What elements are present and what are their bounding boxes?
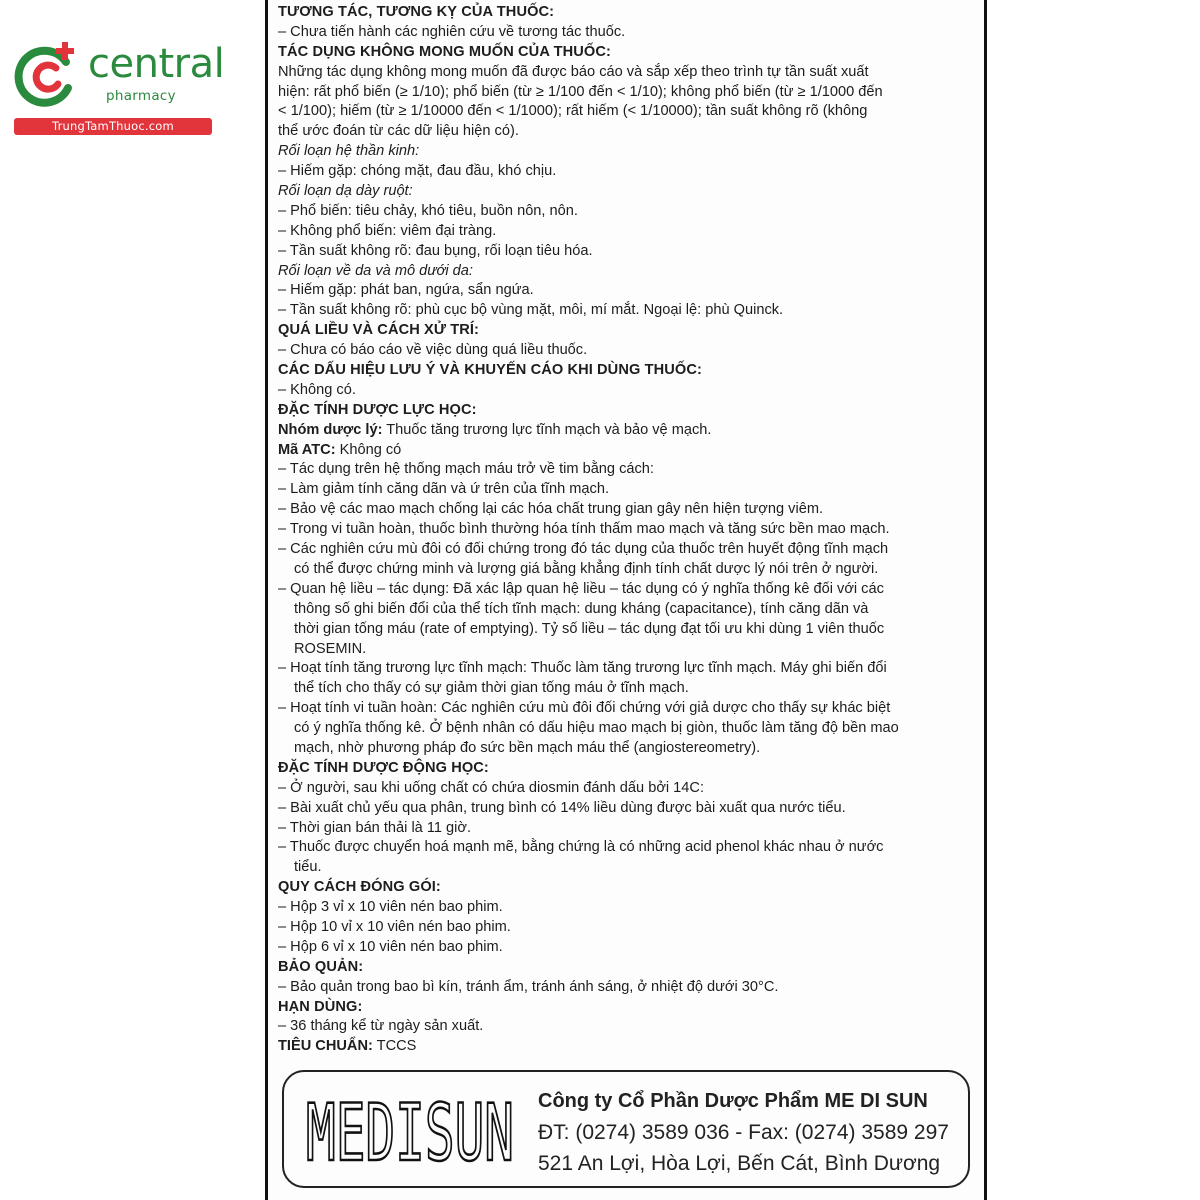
text-line: – Các nghiên cứu mù đôi có đối chứng trong đó tác dụng của thuốc trên huyết động tĩnh mạch [278, 541, 889, 558]
labeled-line [278, 1037, 978, 1057]
text-line: – Tần suất không rõ: đau bụng, rối loạn tiêu hóa. [278, 242, 593, 259]
text-line: – Tần suất không rõ: phù cục bộ vùng mặt, môi, mí mắt. Ngoại lệ: phù Quinck. [278, 302, 784, 319]
text-line: – Tác dụng trên hệ thống mạch máu trở về tim bằng cách: [278, 461, 654, 478]
section-heading: QUY CÁCH ĐÓNG GÓI: [278, 879, 441, 896]
text-line: mạch, nhờ phương pháp đo sức bền mạch máu thể (angiostereometry). [294, 739, 761, 756]
text-line: – Chưa có báo cáo về việc dùng quá liều thuốc. [278, 342, 588, 359]
text-line: thể tích cho thấy có sự giảm thời gian tống máu ở tĩnh mạch. [294, 680, 689, 697]
line-value: Không có [335, 441, 402, 458]
text-line: có thể được chứng minh và lượng giá bằng khẳng định tính chất dược lý nói trên ở người. [294, 560, 879, 577]
text-line: – Phổ biến: tiêu chảy, khó tiêu, buồn nôn, nôn. [278, 202, 578, 219]
company-box [282, 1070, 970, 1188]
section-heading: HẠN DÙNG: [278, 998, 363, 1015]
text-line: Những tác dụng không mong muốn đã được báo cáo và sắp xếp theo trình tự tần suất xuất [278, 63, 869, 80]
text-line: thời gian tống máu (rate of emptying). Tỷ số liều – tác dụng đạt tối ưu khi dùng 1 viên thuốc [294, 620, 885, 637]
company-name: Công ty Cổ Phần Dược Phẩm ME DI SUN [538, 1090, 928, 1112]
leaflet-content [278, 3, 978, 1057]
text-line: – Trong vi tuần hoàn, thuốc bình thường hóa tính thấm mao mạch và tăng sức bền mao mạch. [278, 521, 890, 538]
text-line: – Hiếm gặp: chóng mặt, đau đầu, khó chịu. [278, 163, 557, 180]
text-line: có ý nghĩa thống kê. Ở bệnh nhân có dấu hiệu mao mạch bị giòn, thuốc làm tăng độ bền mao [294, 720, 899, 737]
text-line: – Làm giảm tính căng dãn và ứ trên của tĩnh mạch. [278, 481, 610, 498]
text-line: – Thời gian bán thải là 11 giờ. [278, 819, 472, 836]
brand-url: TrungTamThuoc.com [14, 118, 212, 135]
company-address: 521 An Lợi, Hòa Lợi, Bến Cát, Bình Dương [538, 1152, 941, 1175]
text-line: – Hộp 10 vỉ x 10 viên nén bao phim. [278, 918, 511, 935]
text-line: – Hộp 6 vỉ x 10 viên nén bao phim. [278, 938, 503, 955]
cut-off-line [268, 0, 984, 2]
text-line: – Quan hệ liều – tác dụng: Đã xác lập quan hệ liều – tác dụng có ý nghĩa thống kê đối với các [278, 580, 884, 597]
leaflet-sheet [265, 0, 987, 1200]
subsection-title: Rối loạn dạ dày ruột: [278, 183, 413, 200]
section-heading: TƯƠNG TÁC, TƯƠNG KỴ CỦA THUỐC: [278, 4, 555, 20]
line-label: Nhóm dược lý: [278, 421, 383, 438]
brand-name: central [88, 41, 225, 87]
text-line: hiện: rất phổ biến (≥ 1/10); phổ biến (từ ≥ 1/100 đến < 1/10); không phổ biến (từ ≥ 1/1000 đến [278, 83, 883, 100]
central-pharmacy-logo [10, 36, 225, 136]
subsection-title: Rối loạn về da và mô dưới da: [278, 262, 473, 279]
text-line: – Chưa tiến hành các nghiên cứu về tương tác thuốc. [278, 23, 626, 40]
section-heading: TÁC DỤNG KHÔNG MONG MUỐN CỦA THUỐC: [278, 43, 611, 60]
company-details [538, 1086, 949, 1179]
text-line: – Không có. [278, 381, 356, 398]
svg-text:MEDISUN: MEDISUN [306, 1089, 514, 1179]
line-label: TIÊU CHUẨN: [278, 1038, 373, 1055]
section-heading: QUÁ LIỀU VÀ CÁCH XỬ TRÍ: [278, 322, 479, 339]
section-heading: BẢO QUẢN: [278, 958, 364, 975]
pharmacy-cross-icon [12, 40, 82, 110]
text-line: – Bảo vệ các mao mạch chống lại các hóa chất trung gian gây nên hiện tượng viêm. [278, 501, 824, 518]
labeled-line [278, 421, 978, 441]
text-line: tiểu. [294, 859, 322, 876]
text-line: – Hiếm gặp: phát ban, ngứa, sẩn ngứa. [278, 282, 534, 299]
section-heading: CÁC DẤU HIỆU LƯU Ý VÀ KHUYẾN CÁO KHI DÙNG THUỐC: [278, 362, 702, 379]
text-line: – Bài xuất chủ yếu qua phân, trung bình có 14% liều dùng được bài xuất qua nước tiểu. [278, 799, 846, 816]
text-line: – 36 tháng kể từ ngày sản xuất. [278, 1018, 484, 1035]
labeled-line [278, 441, 978, 461]
medisun-logo [306, 1089, 516, 1179]
line-label: Mã ATC: [278, 441, 336, 458]
line-value: TCCS [372, 1038, 417, 1055]
text-line: – Thuốc được chuyển hoá mạnh mẽ, bằng chứng là có những acid phenol khác nhau ở nước [278, 839, 884, 856]
text-line: – Hoạt tính tăng trương lực tĩnh mạch: Thuốc làm tăng trương lực tĩnh mạch. Máy ghi biến đổi [278, 660, 887, 677]
section-heading: ĐẶC TÍNH DƯỢC ĐỘNG HỌC: [278, 759, 489, 776]
company-phone: ĐT: (0274) 3589 036 - Fax: (0274) 3589 297 [538, 1121, 949, 1144]
subsection-title: Rối loạn hệ thần kinh: [278, 143, 420, 160]
text-line: – Hoạt tính vi tuần hoàn: Các nghiên cứu mù đôi đối chứng với giả dược cho thấy sự khác biệt [278, 700, 891, 717]
brand-subtitle: pharmacy [106, 88, 176, 104]
text-line: – Ở người, sau khi uống chất có chứa diosmin đánh dấu bởi 14C: [278, 779, 705, 796]
text-line: < 1/100); hiếm (từ ≥ 1/10000 đến < 1/1000); rất hiếm (< 1/10000); tần suất không rõ (không [278, 103, 868, 120]
text-line: thông số ghi biến đổi của thể tích tĩnh mạch: dung kháng (capacitance), tính căng dãn và [294, 600, 869, 617]
text-line: thể ước đoán từ các dữ liệu hiện có). [278, 123, 519, 140]
text-line: – Không phổ biến: viêm đại tràng. [278, 222, 497, 239]
line-value: Thuốc tăng trương lực tĩnh mạch và bảo vệ mạch. [382, 421, 712, 438]
text-line: ROSEMIN. [294, 640, 367, 657]
text-line: – Bảo quản trong bao bì kín, tránh ẩm, tránh ánh sáng, ở nhiệt độ dưới 30°C. [278, 978, 779, 995]
section-heading: ĐẶC TÍNH DƯỢC LỰC HỌC: [278, 401, 477, 418]
text-line: – Hộp 3 vỉ x 10 viên nén bao phim. [278, 899, 503, 916]
